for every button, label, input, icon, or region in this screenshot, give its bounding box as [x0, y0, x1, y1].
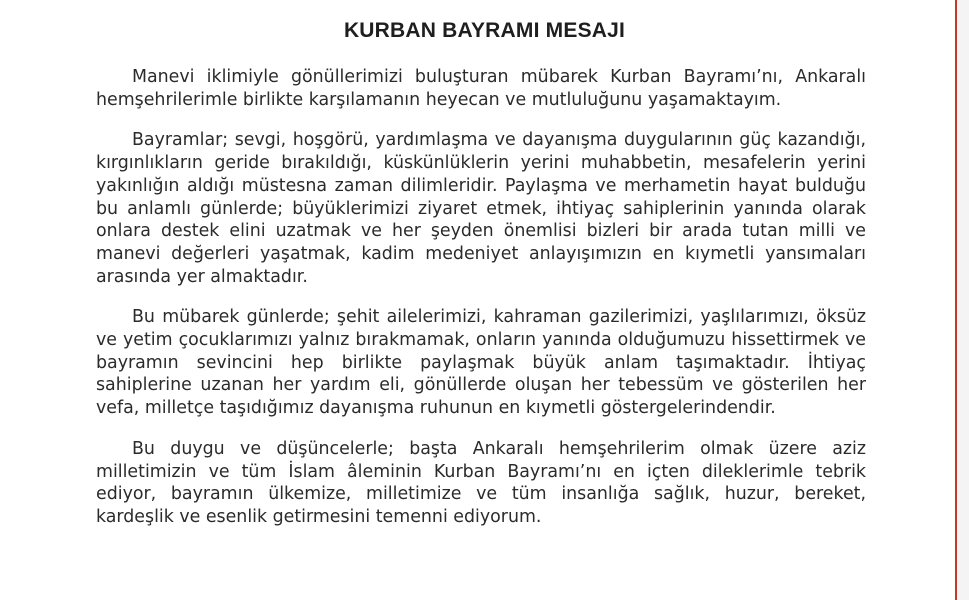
- paragraph-4: Bu duygu ve düşüncelerle; başta Ankaralı hemşehrilerim olmak üzere aziz milletimizin ve tüm İslam âleminin Kurban Bayramı’nı en içten dileklerimle tebrik ediyor, bayramın ülkemize, milletimize ve tüm insanlığa sağlık, huzur, bereket, kardeşlik ve esenlik getirmesini temenni ediyorum.: [96, 438, 866, 527]
- paragraph-1: Manevi iklimiyle gönüllerimizi buluşturan mübarek Kurban Bayramı’nı, Ankaralı hemşehrilerimle birlikte karşılamanın heyecan ve mutluluğunu yaşamaktayım.: [96, 67, 866, 110]
- document-title: KURBAN BAYRAMI MESAJI: [343, 19, 626, 42]
- document-body: [96, 66, 866, 547]
- paragraph-2: Bayramlar; sevgi, hoşgörü, yardımlaşma ve dayanışma duygularının güç kazandığı, kırgınlıkların geride bırakıldığı, küskünlüklerin yerini muhabbetin, mesafelerin yerini yakınlığın aldığı müstesna zaman dilimleridir. Paylaşma ve merhametin hayat bulduğu bu anlamlı günlerde; büyüklerimizi ziyaret etmek, ihtiyaç sahiplerinin yanında olarak onlara destek elini uzatmak ve her şeyden önemlisi bizleri bir arada tutan milli ve manevi değerleri yaşatmak, kadim medeniyet anlayışımızın en kıymetli yansımaları arasında yer almaktadır.: [96, 130, 866, 287]
- page-margin-strip: [957, 0, 969, 600]
- paragraph-3: Bu mübarek günlerde; şehit ailelerimizi, kahraman gazilerimizi, yaşlılarımızı, öksüz ve yetim çocuklarımızı yalnız bırakmamak, onların yanında olduğumuzu hissettirmek ve bayramın sevincini hep birlikte paylaşmak büyük anlam taşımaktadır. İhtiyaç sahiplerine uzanan her yardım eli, gönüllerde oluşan her tebessüm ve gösterilen her vefa, milletçe taşıdığımız dayanışma ruhunun en kıymetli göstergelerindendir.: [96, 307, 866, 419]
